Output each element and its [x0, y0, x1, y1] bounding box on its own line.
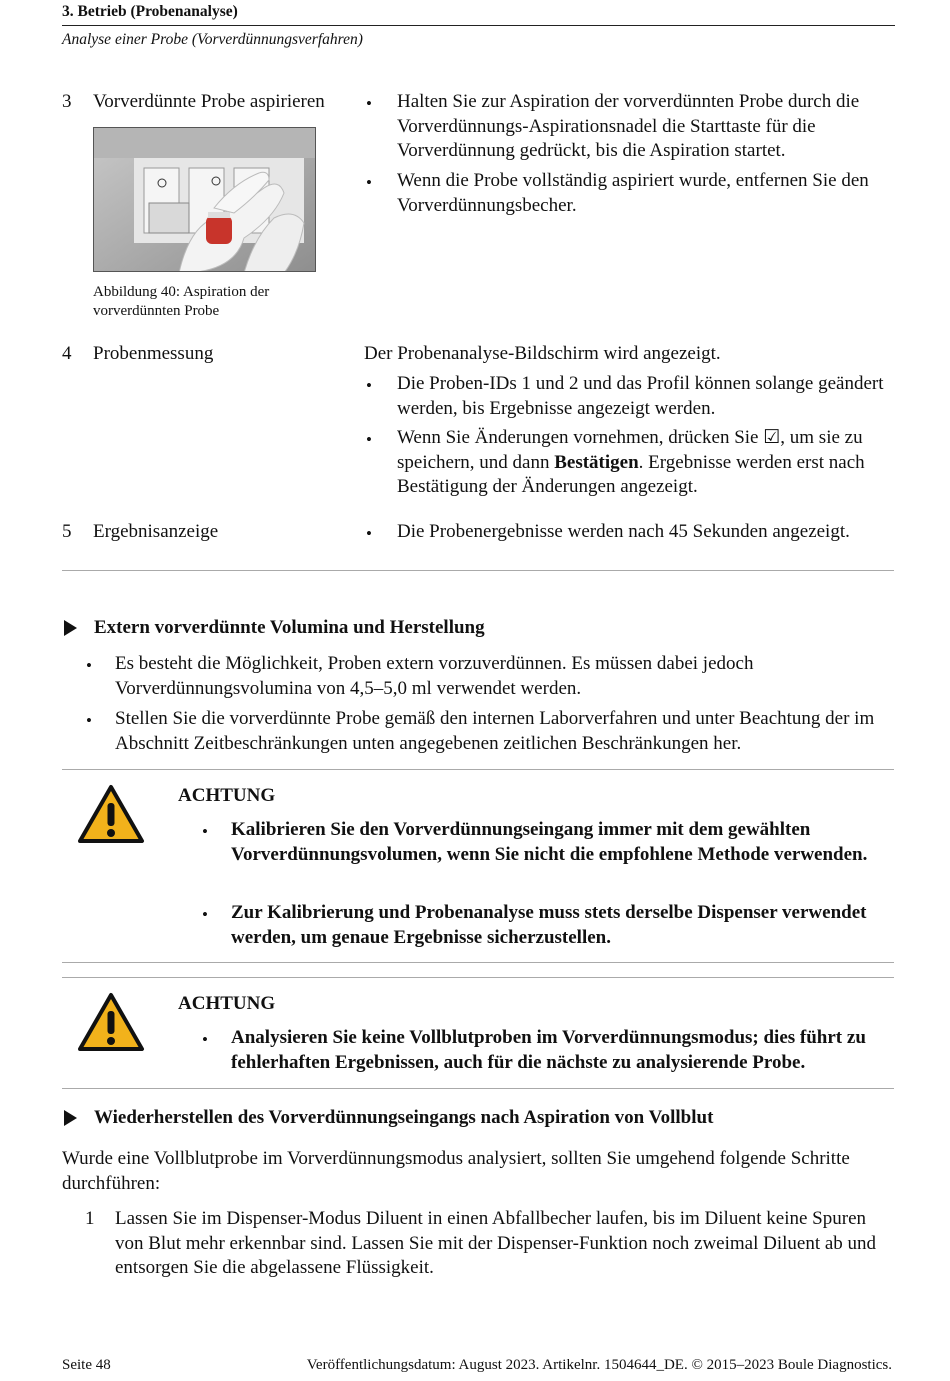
section-bullet-text: Es besteht die Möglichkeit, Proben extern vorzuverdünnen. Es müssen dabei jedoch Vorverdünnungsvolumina von 4,5–5,0 ml verwendet werden. [115, 653, 754, 699]
divider [62, 570, 894, 571]
step-bullet-text: Die Proben-IDs 1 und 2 und das Profil können solange geändert werden, bis Ergebnisse angezeigt werden. [397, 373, 884, 419]
bullet [200, 905, 210, 925]
step-intro: Der Probenanalyse-Bildschirm wird angezeigt. [364, 343, 721, 364]
text-segment: . Ergebnisse werden erst nach Bestätigung der Änderungen angezeigt. [397, 451, 865, 497]
divider [62, 962, 894, 963]
step-label: Ergebnisanzeige [93, 521, 219, 542]
step-number: 5 [62, 521, 72, 542]
warning-triangle-icon [77, 992, 145, 1052]
step-number: 4 [62, 343, 72, 364]
section-heading: Wiederherstellen des Vorverdünnungseingangs nach Aspiration von Vollblut [94, 1107, 714, 1128]
caution-text: Zur Kalibrierung und Probenanalyse muss stets derselbe Dispenser verwendet werden, um genaue Ergebnisse sicherzustellen. [231, 902, 867, 948]
warning-triangle-icon [77, 784, 145, 844]
text-segment: Wenn Sie Änderungen vornehmen, drücken Sie ☑, um sie zu speichern, und dann [397, 427, 863, 473]
bullet [84, 711, 94, 731]
restore-step-text: Lassen Sie im Dispenser-Modus Diluent in einen Abfallbecher laufen, bis im Diluent keine Spuren von Blut mehr erkennbar sind. Lassen Sie mit der Dispenser-Funktion noch zweimal Diluent ab und entsorgen Sie die abgelassene Flüssigkeit. [115, 1208, 877, 1278]
bullet [364, 524, 374, 544]
divider [62, 769, 894, 770]
divider [62, 977, 894, 978]
confirm-button-label: Bestätigen [554, 451, 639, 473]
section-bullet-text: Stellen Sie die vorverdünnte Probe gemäß den internen Laborverfahren und unter Beachtung der im Abschnitt Zeitbeschränkungen unten angegebenen zeitlichen Beschränkungen her. [115, 708, 875, 754]
section-heading: Extern vorverdünnte Volumina und Herstellung [94, 617, 485, 638]
bullet [200, 822, 210, 842]
step-bullet-text: Halten Sie zur Aspiration der vorverdünnten Probe durch die Vorverdünnungs-Aspirationsnadel die Starttaste für die Vorverdünnung gedrückt, bis die Aspiration startet. [397, 91, 860, 161]
step-bullet-text: Wenn die Probe vollständig aspiriert wurde, entfernen Sie den Vorverdünnungsbecher. [397, 170, 869, 216]
publication-info: Veröffentlichungsdatum: August 2023. Artikelnr. 1504644_DE. © 2015–2023 Boule Diagnostics. [306, 1357, 892, 1373]
step-number: 3 [62, 91, 72, 112]
page-subtitle: Analyse einer Probe (Vorverdünnungsverfahren) [62, 31, 363, 48]
step-bullet-text: Die Probenergebnisse werden nach 45 Sekunden angezeigt. [397, 521, 850, 542]
caution-text: Kalibrieren Sie den Vorverdünnungseingang immer mit dem gewählten Vorverdünnungsvolumen, wenn Sie nicht die empfohlene Methode verwenden. [231, 819, 868, 865]
step-label: Vorverdünnte Probe aspirieren [93, 91, 325, 112]
step-number: 1 [85, 1208, 95, 1229]
section-title: 3. Betrieb (Probenanalyse) [62, 3, 238, 20]
aspiration-photo [94, 128, 316, 272]
divider [62, 1088, 894, 1089]
section-arrow-icon [64, 620, 77, 636]
step-bullet-text [397, 426, 897, 500]
figure-caption: Abbildung 40: Aspiration der vorverdünnten Probe [93, 284, 270, 319]
section-intro: Wurde eine Vollblutprobe im Vorverdünnungsmodus analysiert, sollten Sie umgehend folgende Schritte durchführen: [62, 1148, 850, 1194]
caution-title: ACHTUNG [178, 993, 276, 1014]
bullet [364, 376, 374, 396]
bullet [364, 94, 374, 114]
section-arrow-icon [64, 1110, 77, 1126]
bullet [84, 656, 94, 676]
bullet [364, 430, 374, 450]
bullet [200, 1030, 210, 1050]
page-number: Seite 48 [62, 1357, 111, 1373]
step-label: Probenmessung [93, 343, 214, 364]
caution-text: Analysieren Sie keine Vollblutproben im Vorverdünnungsmodus; dies führt zu fehlerhaften Ergebnissen, auch für die nächste zu analysierende Probe. [231, 1027, 866, 1073]
figure-photo [93, 127, 316, 272]
bullet [364, 173, 374, 193]
header-rule [62, 25, 895, 26]
caution-title: ACHTUNG [178, 785, 276, 806]
